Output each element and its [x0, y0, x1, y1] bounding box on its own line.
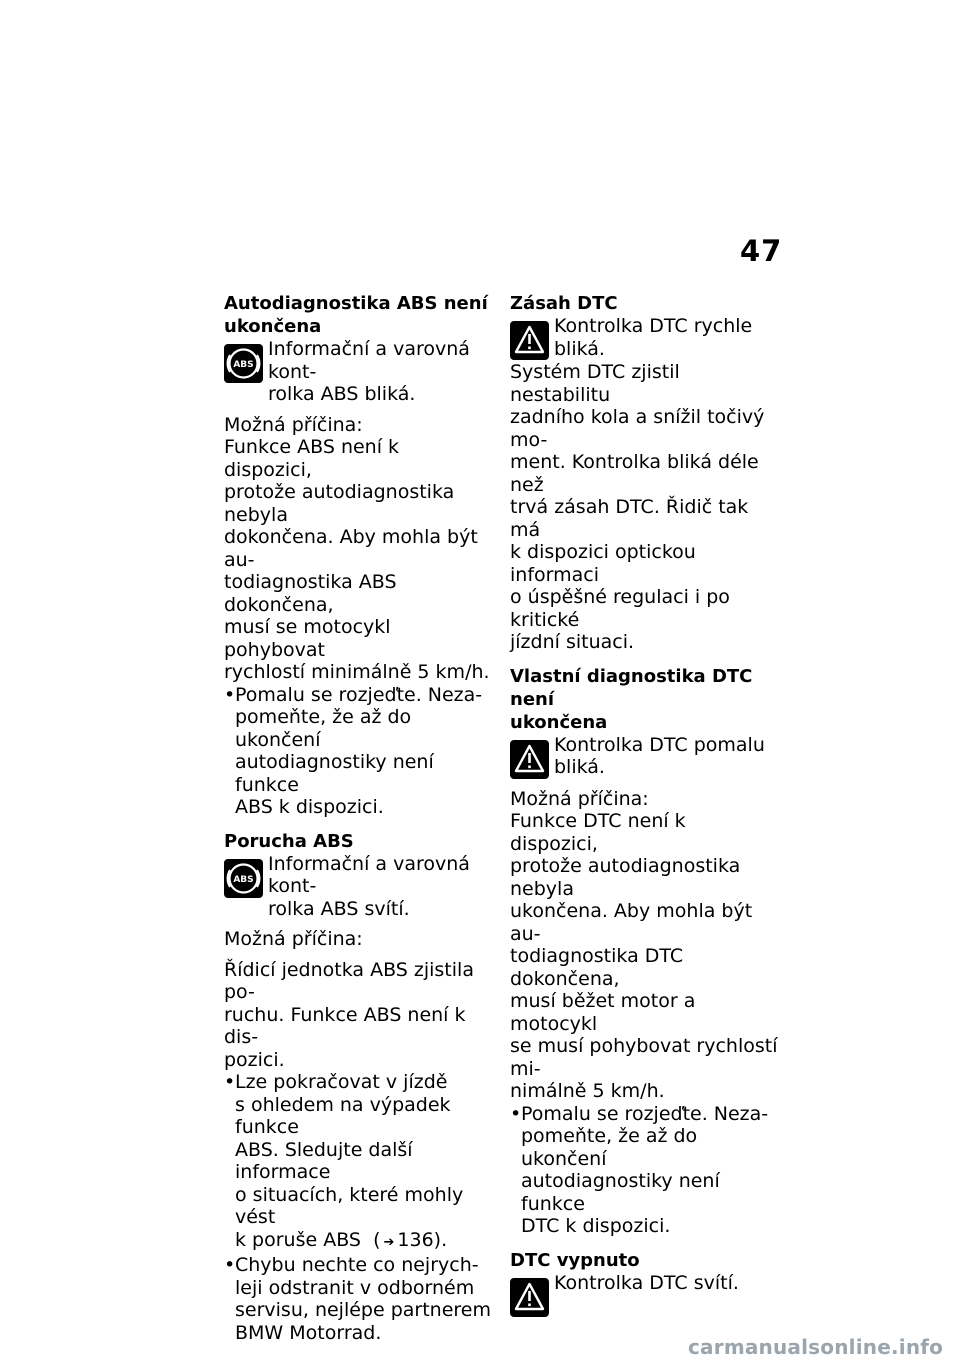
- cause-label: Možná příčina:: [510, 787, 649, 810]
- cause-label: Možná příčina:: [224, 413, 363, 436]
- right-column: [510, 292, 778, 1318]
- svg-text:ABS: ABS: [233, 874, 254, 885]
- svg-text:ABS: ABS: [233, 360, 254, 370]
- indicator-text: rolka ABS bliká.: [268, 383, 416, 405]
- cause-label: Možná příčina:: [224, 928, 363, 950]
- section-title-abs-selftest: [224, 292, 492, 338]
- indicator-row: [224, 338, 492, 406]
- watermark-footer: carmanualsonline.info: [688, 1335, 944, 1359]
- section-title-dtc-off: DTC vypnuto: [510, 1249, 640, 1271]
- list-item: • Pomalu se rozjeďte. Neza- pomeňte, že až do ukončení autodiagnostiky není funkce ABS k dispozici.: [224, 684, 492, 819]
- indicator-text: Informační a varovná kont-: [268, 338, 470, 383]
- body-text: Funkce ABS není k dispozici, protože autodiagnostika nebyla dokončena. Aby mohla být au- todiagnostika ABS dokončena, musí se motocykl pohybovat rychlostí minimálně 5 km/h.: [224, 436, 490, 683]
- dtc-warning-triangle-icon: [510, 1278, 549, 1317]
- indicator-text: rolka ABS svítí.: [268, 897, 410, 920]
- title-line: ukončena: [224, 316, 322, 337]
- indicator-text: Kontrolka DTC svítí.: [554, 1271, 739, 1294]
- indicator-text: bliká.: [554, 756, 605, 778]
- abs-warning-icon: [224, 859, 263, 898]
- abs-warning-icon: [224, 344, 263, 383]
- list-item: • Chybu nechte co nejrych- leji odstranit v odborném servisu, nejlépe partnerem BMW Motorrad.: [224, 1254, 492, 1344]
- indicator-text: bliká.: [554, 337, 605, 360]
- page-number: 47: [740, 234, 783, 268]
- indicator-row: [510, 734, 778, 780]
- title-line: Autodiagnostika ABS není: [224, 293, 488, 314]
- section-title-dtc-selftest: Vlastní diagnostika DTC není ukončena: [510, 665, 753, 733]
- section-title-dtc-intervention: Zásah DTC: [510, 293, 618, 314]
- indicator-row: [224, 853, 492, 921]
- dtc-warning-triangle-icon: [510, 740, 549, 779]
- body-text: Systém DTC zjistil nestabilitu zadního kola a snížil točivý mo- ment. Kontrolka bliká déle než trvá zásah DTC. Řidič tak má k dispozici optickou informaci o úspěšné regulaci i po kritické jízdní situaci.: [510, 361, 765, 653]
- indicator-text: Informační a varovná kont-: [268, 852, 470, 897]
- indicator-row: [510, 1272, 778, 1318]
- dtc-warning-triangle-icon: [510, 321, 549, 360]
- list-item: • Pomalu se rozjeďte. Neza- pomeňte, že až do ukončení autodiagnostiky není funkce DTC k dispozici.: [510, 1103, 778, 1238]
- bullet-list: [224, 684, 492, 819]
- body-text: Funkce DTC není k dispozici, protože autodiagnostika nebyla ukončena. Aby mohla být au- todiagnostika DTC dokončena, musí běžet motor a motocykl se musí pohybovat rychlostí mi- nimálně 5 km/h.: [510, 810, 778, 1102]
- body-text: Řídicí jednotka ABS zjistila po- ruchu. Funkce ABS není k dis- pozici.: [224, 958, 474, 1071]
- left-column: [224, 292, 492, 1344]
- indicator-text: Kontrolka DTC pomalu: [554, 733, 765, 756]
- indicator-text: Kontrolka DTC rychle: [554, 315, 753, 337]
- bullet-list: [224, 1071, 492, 1344]
- arrow-right-icon: ➔: [383, 1234, 395, 1250]
- indicator-row: [510, 315, 778, 361]
- bullet-list: [510, 1103, 778, 1238]
- section-title-abs-fault: Porucha ABS: [224, 830, 354, 852]
- page-reference[interactable]: ( ➔ 136).: [373, 1228, 448, 1251]
- list-item: • Lze pokračovat v jízdě s ohledem na výpadek funkce ABS. Sledujte další informace o situacích, které mohly vést k poruše ABS ( ➔ 136).: [224, 1071, 492, 1254]
